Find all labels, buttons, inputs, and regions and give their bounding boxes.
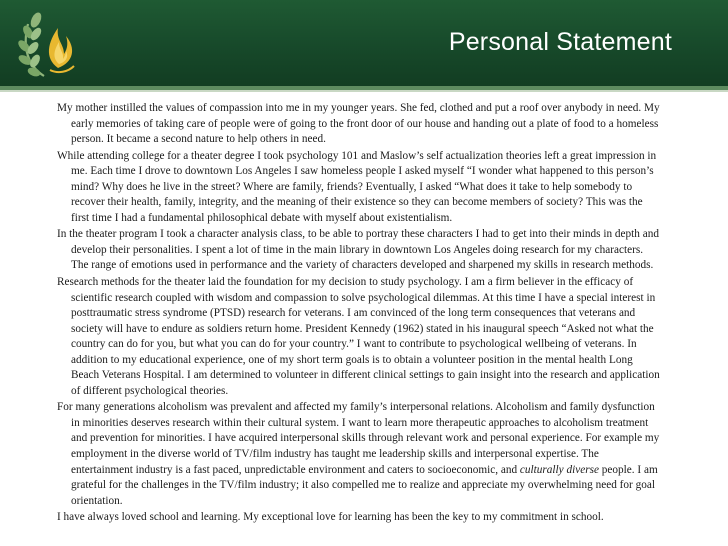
paragraph-alcoholism-research [57, 400, 663, 509]
banner-stripe-light [0, 90, 728, 92]
paragraph-research-veterans: Research methods for the theater laid the foundation for my decision to study psychology. I am a firm believer in the efficacy of scientific research coupled with wisdom and compassion to solve psychological dilemmas. At this time I have a special interest in posttraumatic stress syndrome (PTSD) research for veterans. I am convinced of the long term consequences that veterans and society will have to endure as soldiers return home. President Kennedy (1962) stated in his inaugural speech “Asked not what the country can do for you, but what you can do for your country.” I want to contribute to psychological wellbeing of veterans. In addition to my educational experience, one of my short term goals is to obtain a volunteer position in the mental health Long Beach Veterans Hospital. I am determined to volunteer in different clinical settings to gain insight into the research and application of different psychological theories. [57, 276, 660, 397]
emphasis-text: culturally diverse [519, 463, 599, 476]
title-banner [0, 0, 728, 86]
slide-title: Personal Statement [448, 28, 672, 56]
wreath-flame-logo-icon [14, 4, 90, 84]
paragraph-character-analysis: In the theater program I took a character analysis class, to be able to portray these characters I had to get into their minds in depth and develop their personalities. I spent a lot of time in the main library in downtown Los Angeles doing research for my characters. The range of emotions used in performance and the variety of characters developed and sharpened my skills in research methods. [57, 228, 659, 272]
statement-body [57, 101, 663, 527]
paragraph-text: For many generations alcoholism was prevalent and affected my family’s interpersonal relations. Alcoholism and family dysfunction in minorities deserves research within their cultural system. I want to learn more therapeutic approaches to alcoholism treatment and prevention for minorities. I have acquired interpersonal skills through relevant work and personal experience. For example my employment in the diverse world of TV/film industry has taught me leadership skills and interpersonal expertise. The entertainment industry is a fast paced, unpredictable environment and caters to socioeconomic, and [57, 401, 660, 476]
paragraph-text: people. I am grateful for the challenges in the TV/film industry; it also compelled me to realize and appreciate my overwhelming need for goal orientation. [71, 463, 658, 507]
paragraph-compassion: My mother instilled the values of compassion into me in my younger years. She fed, clothed and put a roof over anybody in need. My early memories of taking care of people were of going to the front door of our house and handing out a plate of food to a homeless person. It became a second nature to help others in need. [57, 102, 660, 146]
paragraph-psychology-interest: While attending college for a theater degree I took psychology 101 and Maslow’s self actualization theories left a great impression in me. Each time I drove to downtown Los Angeles I saw homeless people I asked myself “I wonder what happened to this person’s mind? Why does he live in the street? Where are family, friends? Eventually, I asked “What does it take to help somebody to recover their health, family, integrity, and the meaning of their existence so they can become members of society? This was the first time I had a fundamental philosophical debate with myself about existentialism. [57, 149, 657, 224]
paragraph-love-learning: I have always loved school and learning. My exceptional love for learning has been the key to my commitment in school. [57, 511, 604, 524]
